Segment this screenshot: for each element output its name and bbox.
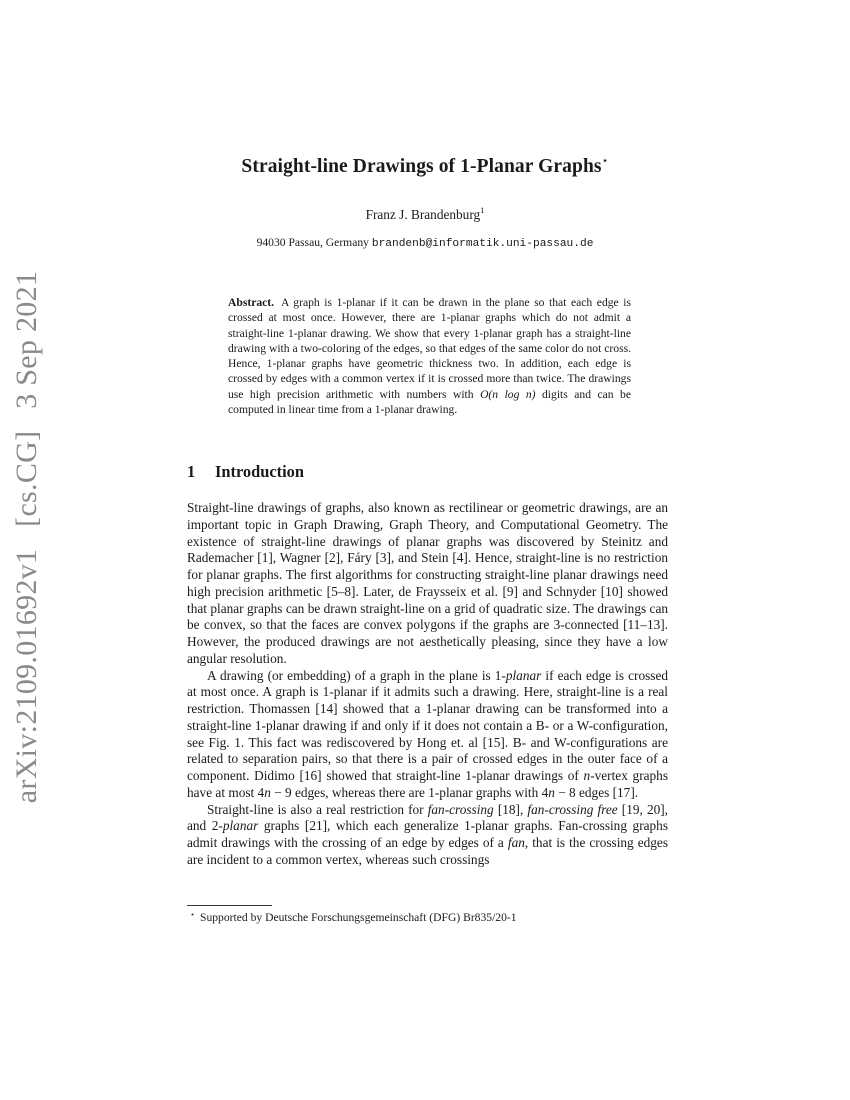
- section-heading-introduction: [187, 462, 304, 482]
- arxiv-id: arXiv:2109.01692v1: [10, 548, 43, 804]
- paragraph-1: Straight-line drawings of graphs, also known as rectilinear or geometric drawings, are an important topic in Graph Drawing, Graph Theory, and Computational Geometry. The existence of straight-line drawings of planar graphs was discovered by Steinitz and Rademacher [1], Wagner [2], Fáry [3], and Stein [4]. Hence, straight-line is no restriction for planar graphs. The first algorithms for constructing straight-line planar drawings need high precision arithmetic [5–8]. Later, de Fraysseix et al. [9] and Schnyder [10] showed that planar graphs can be drawn straight-line on a grid of quadratic size. The drawings can be convex, so that the faces are convex polygons if the graphs are 3-connected [11–13]. However, the produced drawings are not aesthetically pleasing, since they have a low angular resolution.: [187, 500, 668, 666]
- affiliation-address: 94030 Passau, Germany: [256, 236, 369, 249]
- p3-emph: planar: [222, 818, 259, 834]
- p3-text: Straight-line is also a real restriction for: [207, 801, 428, 817]
- section-number: 1: [187, 462, 196, 481]
- p2-text: if each edge is crossed at most once. A graph is 1-planar if it admits such a drawing. Here, straight-line is a real restriction. Thomassen [14] showed that a 1-planar drawing can be transformed into a straight-line 1-planar drawing if and only if it does not contain a B- or a W-configuration, see Fig. 1. This fact was rediscovered by Hong et. al [15]. B- and W-configurations are related to separation pairs, so that there is a pair of crossed edges in the outer face of a component. Didimo [16] showed that straight-line 1-planar drawings of: [187, 667, 668, 783]
- footnote: [190, 910, 517, 924]
- p3-text: [19, 20], and 2-: [187, 801, 668, 834]
- title-footnote-mark: ⋆: [601, 155, 609, 167]
- arxiv-identifier-stamp: [10, 257, 44, 803]
- paragraph-2: [187, 668, 668, 802]
- p3-emph: fan-crossing: [427, 801, 494, 817]
- p3-text: , that is the crossing edges are incident to a common vertex, whereas such crossings: [187, 835, 668, 867]
- abstract-text-2: digits and can be computed in linear time from a 1-planar drawing.: [228, 387, 631, 417]
- author-line: [0, 205, 850, 223]
- p2-text: -vertex graphs have at most 4: [187, 768, 668, 800]
- footnote-mark: ⋆: [190, 910, 196, 919]
- p2-emph: planar: [505, 667, 542, 683]
- abstract-block: [228, 295, 631, 417]
- p3-text: [18],: [493, 801, 528, 817]
- paragraph-3: [187, 802, 668, 869]
- paper-title: [0, 154, 850, 178]
- p2-math-n: n: [548, 784, 555, 800]
- p3-text: graphs [21], which each generalize 1-planar graphs. Fan-crossing graphs admit drawings with the crossing of an edge by edges of a: [187, 818, 668, 850]
- author-name: Franz J. Brandenburg: [365, 207, 481, 222]
- p2-math-n: n: [583, 768, 591, 783]
- p3-emph: fan: [507, 835, 525, 850]
- abstract-complexity-math: O(n log n): [480, 387, 536, 401]
- title-text: Straight-line Drawings of 1-Planar Graphs: [241, 156, 602, 177]
- p3-emph: fan-crossing free: [527, 801, 618, 817]
- section-title: Introduction: [215, 462, 304, 481]
- abstract-text-1: A graph is 1-planar if it can be drawn in the plane so that each edge is crossed at most once. However, there are 1-planar graphs which do not admit a straight-line 1-planar drawing. We show that every 1-planar graph has a straight-line drawing with a two-coloring of the edges, so that edges of the same color do not cross. Hence, 1-planar graphs have geometric thickness two. In addition, each edge is crossed by edges with a common vertex if it is crossed more than twice. The drawings use high precision arithmetic with numbers with: [228, 296, 631, 401]
- author-email[interactable]: brandenb@informatik.uni-passau.de: [371, 238, 594, 250]
- arxiv-category: [cs.CG]: [10, 430, 43, 527]
- arxiv-date: 3 Sep 2021: [10, 270, 43, 409]
- introduction-body: [187, 500, 668, 869]
- abstract-label: Abstract.: [228, 296, 275, 309]
- footnote-divider: [187, 905, 272, 906]
- p2-text: − 9 edges, whereas there are 1-planar graphs with 4: [270, 784, 549, 800]
- p2-text: − 8 edges [17].: [554, 784, 639, 800]
- p2-math-n: n: [264, 784, 271, 800]
- p2-text: A drawing (or embedding) of a graph in the plane is 1-: [207, 667, 506, 683]
- footnote-text: Supported by Deutsche Forschungsgemeinschaft (DFG) Br835/20-1: [200, 911, 517, 924]
- affiliation-line: [0, 236, 850, 250]
- author-affiliation-mark: 1: [480, 205, 485, 215]
